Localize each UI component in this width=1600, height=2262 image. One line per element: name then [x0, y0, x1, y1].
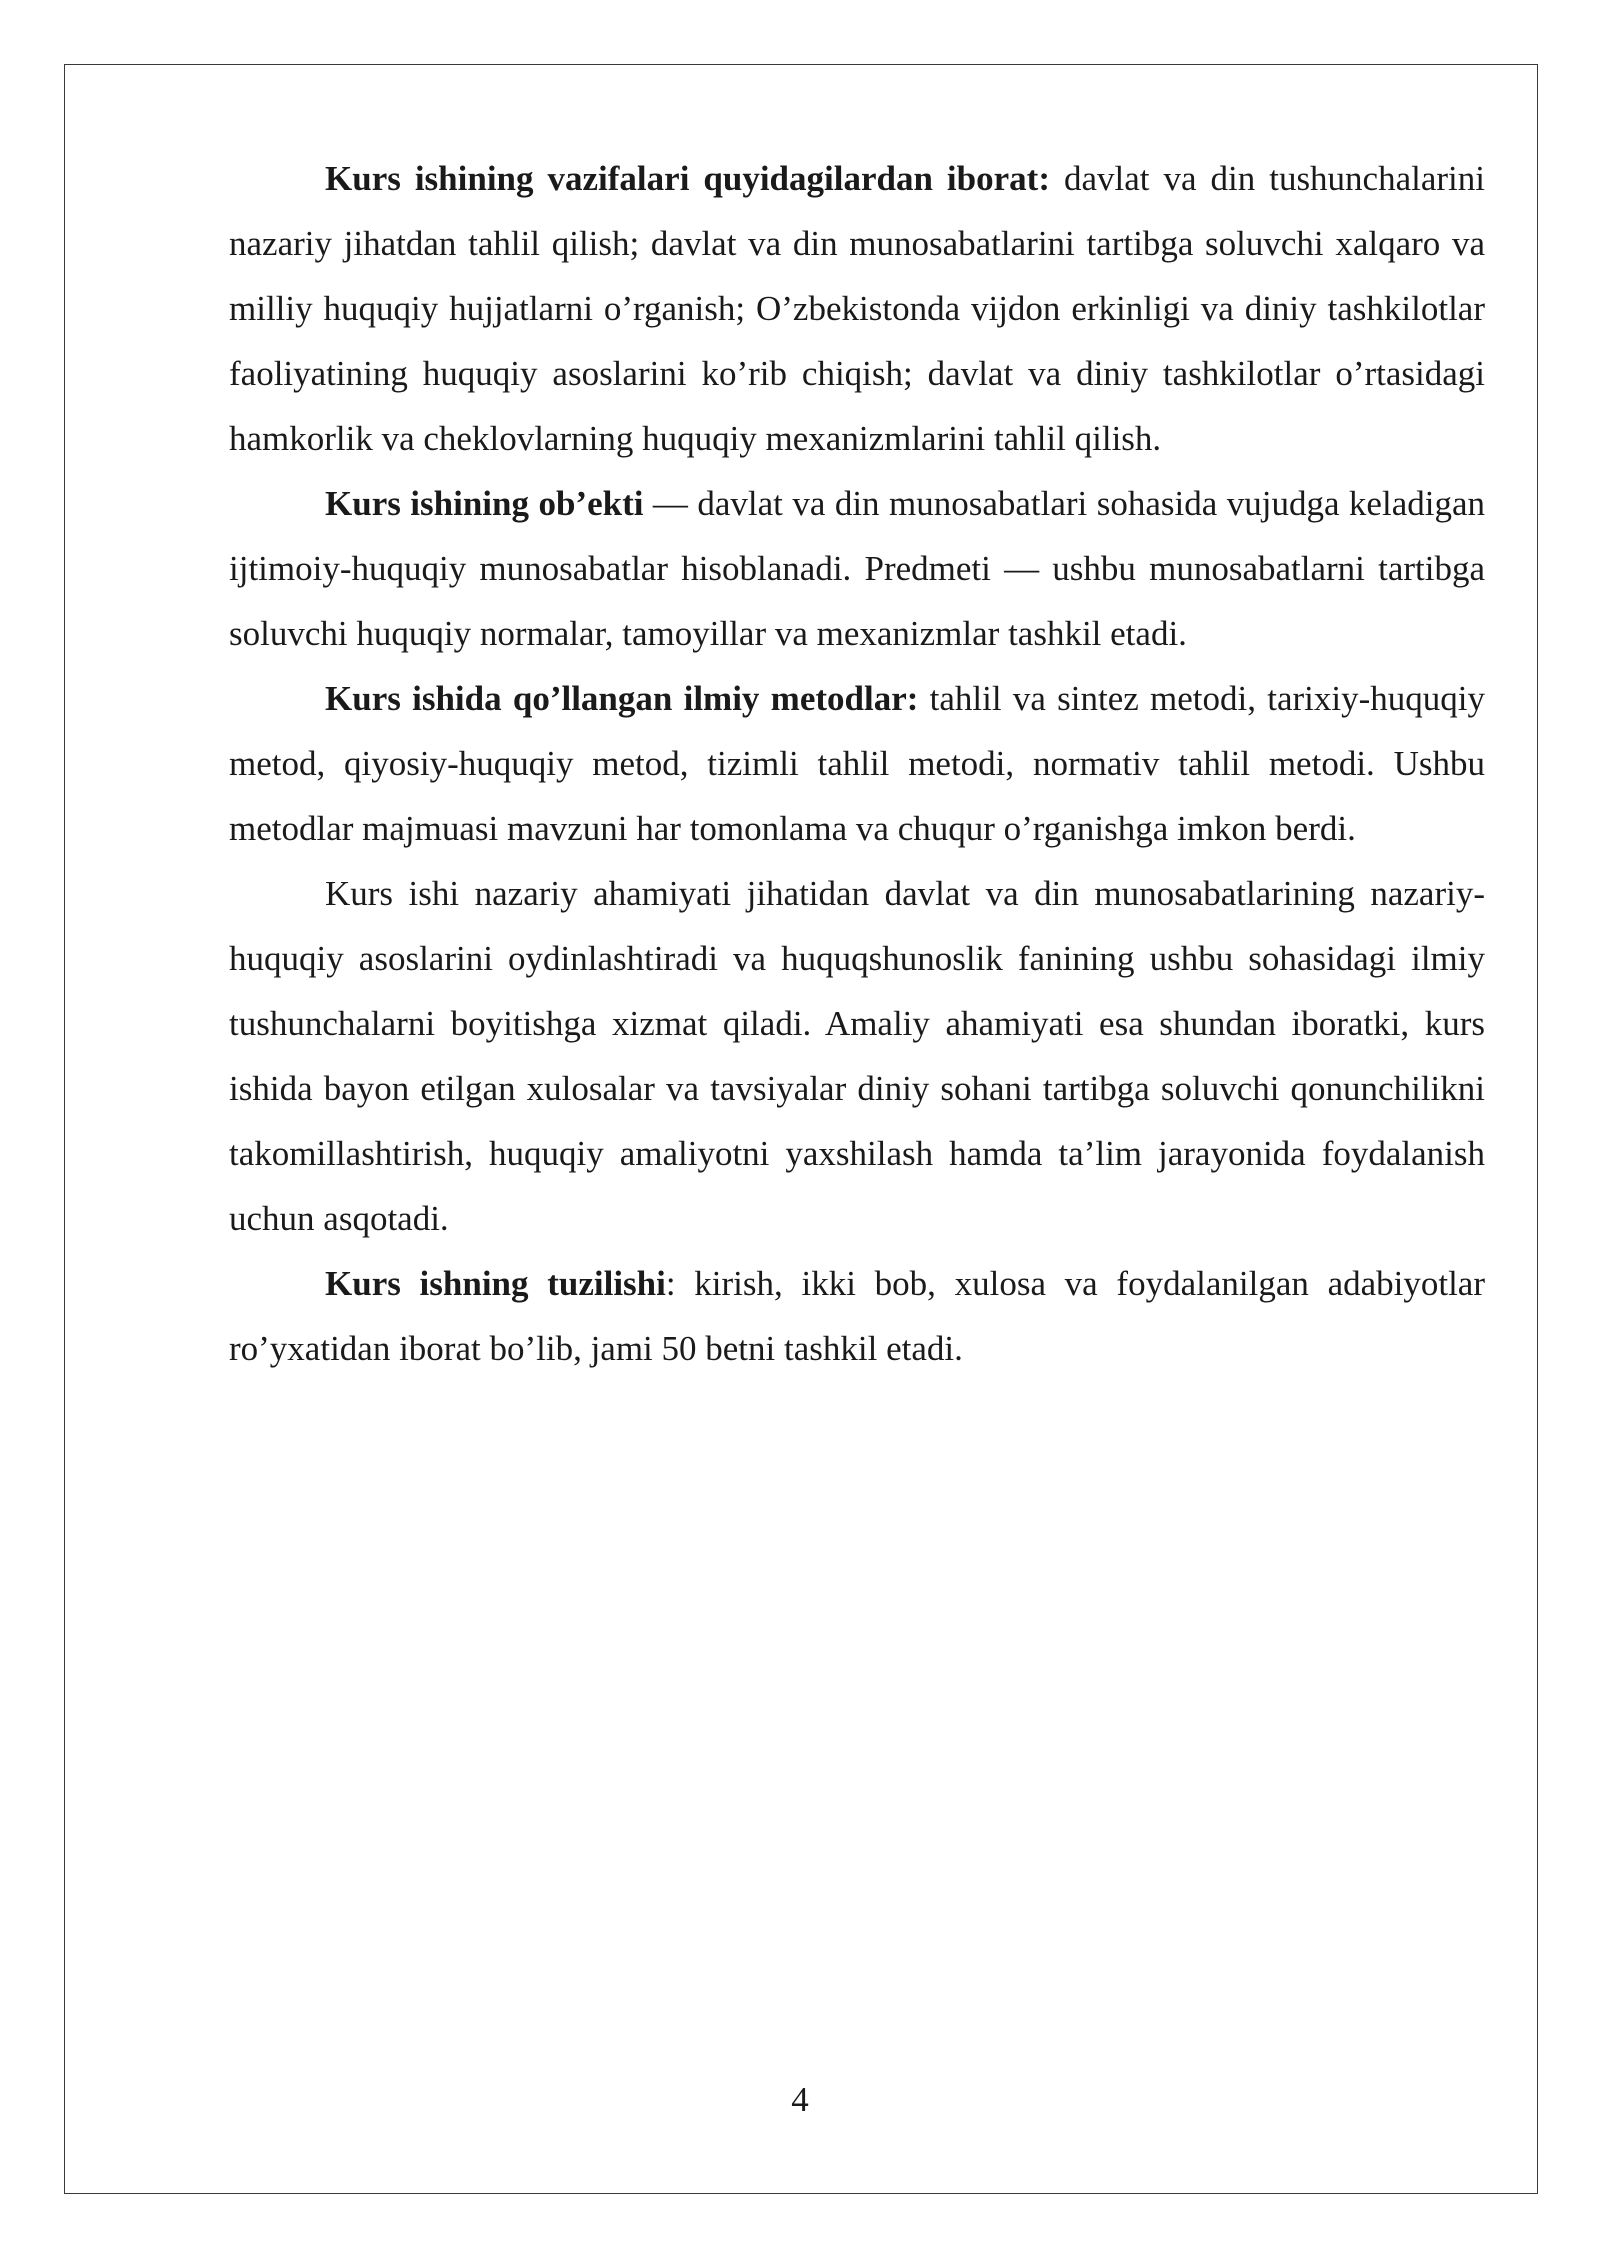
paragraph-text: tahlil va sintez metodi, tarixiy-huquqiy metod, qiyosiy-huquqiy metod, tizimli tahlil metodi, normativ tahlil metodi. Ushbu metodlar majmuasi mavzuni har tomonlama va chuqur o’rganishga imkon berdi.	[229, 679, 1485, 848]
paragraph-text: Kurs ishi nazariy ahamiyati jihatidan davlat va din munosabatlarining nazariy-huquqiy asoslarini oydinlashtiradi va huquqshunoslik fanining ushbu sohasidagi ilmiy tushunchalarni boyitishga xizmat qiladi. Amaliy ahamiyati esa shundan iboratki, kurs ishida bayon etilgan xulosalar va tavsiyalar diniy sohani tartibga soluvchi qonunchilikni takomillashtirish, huquqiy amaliyotni yaxshilash hamda ta’lim jarayonida foydalanish uchun asqotadi.	[229, 874, 1485, 1238]
paragraph-object	[229, 471, 1485, 666]
paragraph-text: : kirish, ikki bob, xulosa va foydalanilgan adabiyotlar ro’yxatidan iborat bo’lib, jami 50 betni tashkil etadi.	[229, 1264, 1485, 1368]
paragraph-methods	[229, 666, 1485, 861]
page-number: 4	[791, 2080, 809, 2119]
paragraph-lead: Kurs ishining ob’ekti	[325, 484, 644, 523]
paragraph-text: davlat va din tushunchalarini nazariy jihatdan tahlil qilish; davlat va din munosabatlarini tartibga soluvchi xalqaro va milliy huquqiy hujjatlarni o’rganish; O’zbekistonda vijdon erkinligi va diniy tashkilotlar faoliyatining huquqiy asoslarini ko’rib chiqish; davlat va diniy tashkilotlar o’rtasidagi hamkorlik va cheklovlarning huquqiy mexanizmlarini tahlil qilish.	[229, 159, 1485, 458]
paragraph-lead: Kurs ishning tuzilishi	[325, 1264, 666, 1303]
paragraph-tasks	[229, 146, 1485, 471]
paragraph-significance	[229, 861, 1485, 1251]
paragraph-lead: Kurs ishining vazifalari quyidagilardan iborat:	[325, 159, 1050, 198]
paragraph-text: — davlat va din munosabatlari sohasida vujudga keladigan ijtimoiy-huquqiy munosabatlar hisoblanadi. Predmeti — ushbu munosabatlarni tartibga soluvchi huquqiy normalar, tamoyillar va mexanizmlar tashkil etadi.	[229, 484, 1485, 653]
paragraph-structure	[229, 1251, 1485, 1381]
paragraph-lead: Kurs ishida qo’llangan ilmiy metodlar:	[325, 679, 919, 718]
document-body	[229, 146, 1485, 1381]
